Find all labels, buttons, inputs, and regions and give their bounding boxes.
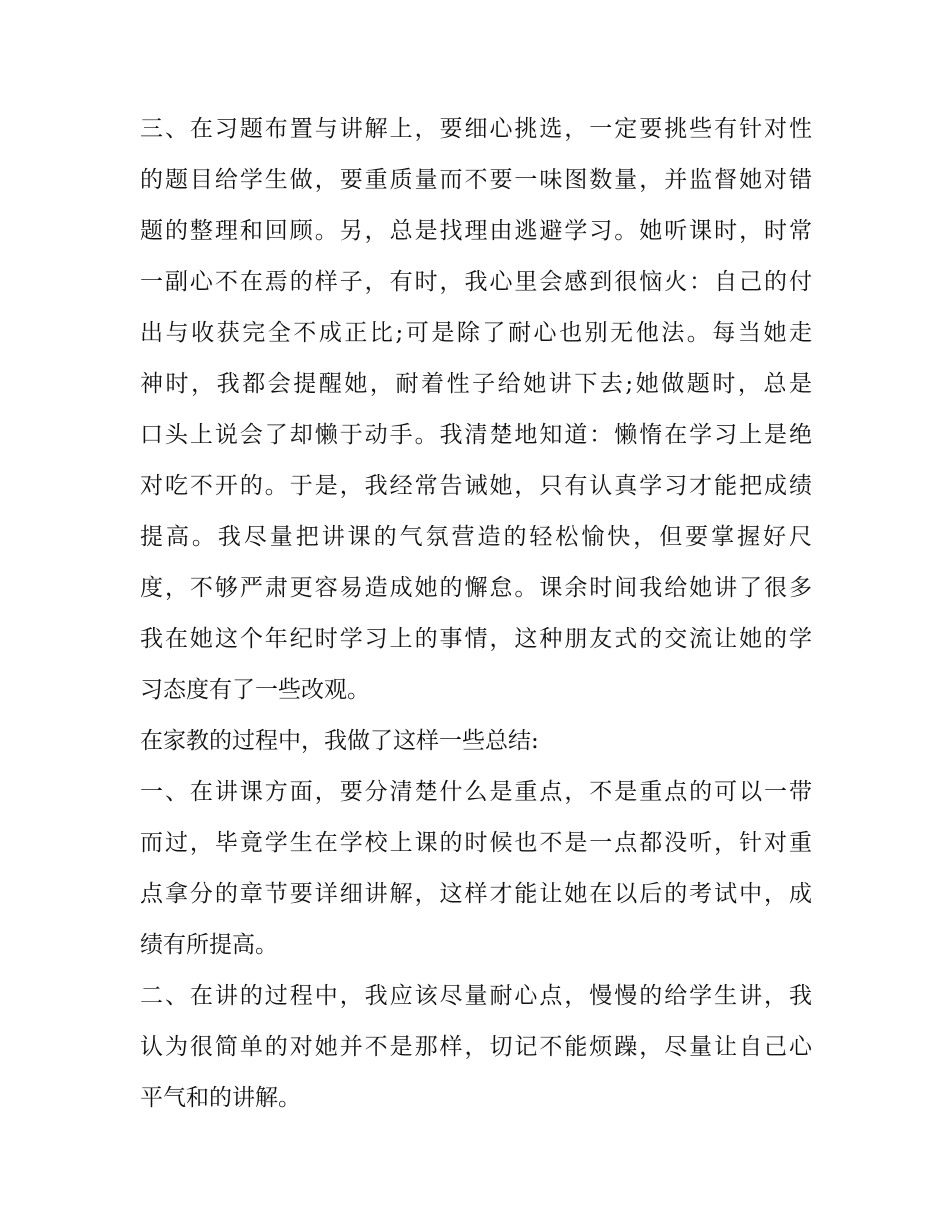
- text-line: 平气和的讲解。: [140, 1085, 301, 1111]
- text-line: 绩有所提高。: [140, 932, 278, 958]
- text-line: 度，不够严肃更容易造成她的懈怠。课余时间我给她讲了很多: [140, 575, 812, 601]
- text-line: 认为很简单的对她并不是那样，切记不能烦躁，尽量让自己心: [140, 1034, 812, 1060]
- text-line: 而过，毕竟学生在学校上课的时候也不是一点都没听，针对重: [140, 830, 812, 856]
- text-line: 一副心不在焉的样子，有时，我心里会感到很恼火：自己的付: [140, 269, 812, 295]
- text-line: 我在她这个年纪时学习上的事情，这种朋友式的交流让她的学: [140, 626, 812, 652]
- text-line: 神时，我都会提醒她，耐着性子给她讲下去;她做题时，总是: [140, 371, 812, 397]
- text-line: 二、在讲的过程中，我应该尽量耐心点，慢慢的给学生讲，我: [140, 983, 812, 1009]
- document-body: [140, 104, 812, 1124]
- text-line: 三、在习题布置与讲解上，要细心挑选，一定要挑些有针对性: [140, 116, 812, 142]
- text-line: 在家教的过程中，我做了这样一些总结:: [140, 728, 539, 754]
- text-line: 对吃不开的。于是，我经常告诫她，只有认真学习才能把成绩: [140, 473, 812, 499]
- text-line: 习态度有了一些改观。: [140, 677, 370, 703]
- text-line: 的题目给学生做，要重质量而不要一味图数量，并监督她对错: [140, 167, 812, 193]
- text-line: 一、在讲课方面，要分清楚什么是重点，不是重点的可以一带: [140, 779, 812, 805]
- text-line: 口头上说会了却懒于动手。我清楚地知道：懒惰在学习上是绝: [140, 422, 812, 448]
- text-line: 题的整理和回顾。另，总是找理由逃避学习。她听课时，时常: [140, 218, 812, 244]
- text-line: 点拿分的章节要详细讲解，这样才能让她在以后的考试中，成: [140, 881, 812, 907]
- text-line: 出与收获完全不成正比;可是除了耐心也别无他法。每当她走: [140, 320, 812, 346]
- text-line: 提高。我尽量把讲课的气氛营造的轻松愉快，但要掌握好尺: [140, 524, 812, 550]
